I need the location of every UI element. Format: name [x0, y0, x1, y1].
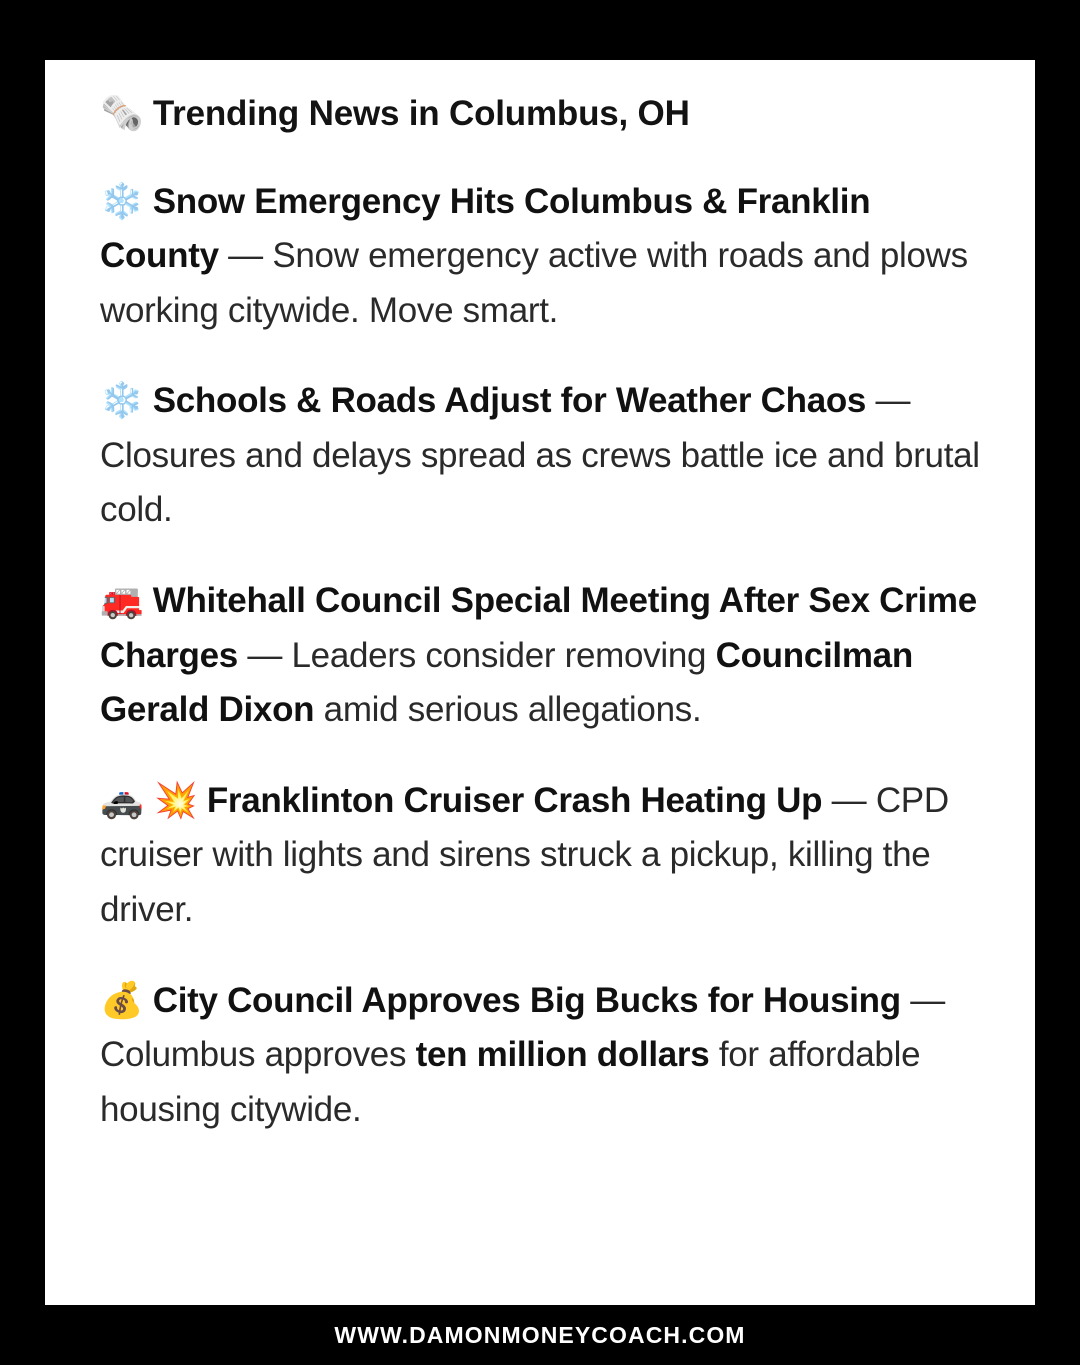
snowflake-icon: ❄️ [100, 381, 144, 422]
news-item-body-strong: ten million dollars [415, 1035, 710, 1075]
news-item [100, 175, 980, 339]
news-item-dash: — [822, 780, 876, 820]
news-item-dash: — [866, 381, 911, 421]
news-item-dash: — [218, 236, 273, 276]
money-bag-icon: 💰 [100, 980, 144, 1021]
news-item-body-strong: Councilman Gerald Dixon [100, 635, 913, 730]
news-item-title: City Council Approves Big Bucks for Housing [152, 980, 901, 1020]
fire-engine-icon: 🚒 [100, 581, 144, 622]
news-item [100, 974, 980, 1138]
news-item-title: Schools & Roads Adjust for Weather Chaos [152, 381, 867, 421]
news-card [45, 60, 1035, 1305]
news-item-body: Snow emergency active with roads and plows working citywide. Move smart. [100, 236, 968, 330]
news-item-body: CPD cruiser with lights and sirens struck a pickup, killing the driver. [100, 780, 949, 930]
page-title [100, 88, 980, 141]
news-item-title: Franklinton Cruiser Crash Heating Up [206, 780, 823, 820]
newspaper-icon: 🗞️ [100, 94, 144, 134]
news-item-body-pre: Leaders consider removing [291, 635, 716, 675]
news-item-title: Snow Emergency Hits Columbus & Franklin County [100, 181, 871, 276]
news-item-body: Closures and delays spread as crews battle ice and brutal cold. [100, 435, 980, 530]
news-item-body-post: for affordable housing citywide. [100, 1035, 921, 1129]
website-url: WWW.DAMONMONEYCOACH.COM [334, 1321, 746, 1348]
news-item-body-pre: Columbus approves [100, 1035, 416, 1075]
news-item-title: Whitehall Council Special Meeting After Sex Crime Charges [100, 581, 977, 675]
page-title-text: Trending News in Columbus, OH [152, 94, 690, 133]
news-item [100, 774, 980, 938]
news-item-dash: — [900, 980, 945, 1020]
footer-bar [0, 1305, 1080, 1365]
news-item [100, 374, 980, 538]
news-item [100, 574, 980, 738]
snowflake-icon: ❄️ [100, 181, 144, 222]
police-car-collision-icon: 🚓 💥 [100, 780, 198, 821]
news-item-dash: — [237, 635, 292, 675]
news-item-body-post: amid serious allegations. [314, 690, 702, 730]
